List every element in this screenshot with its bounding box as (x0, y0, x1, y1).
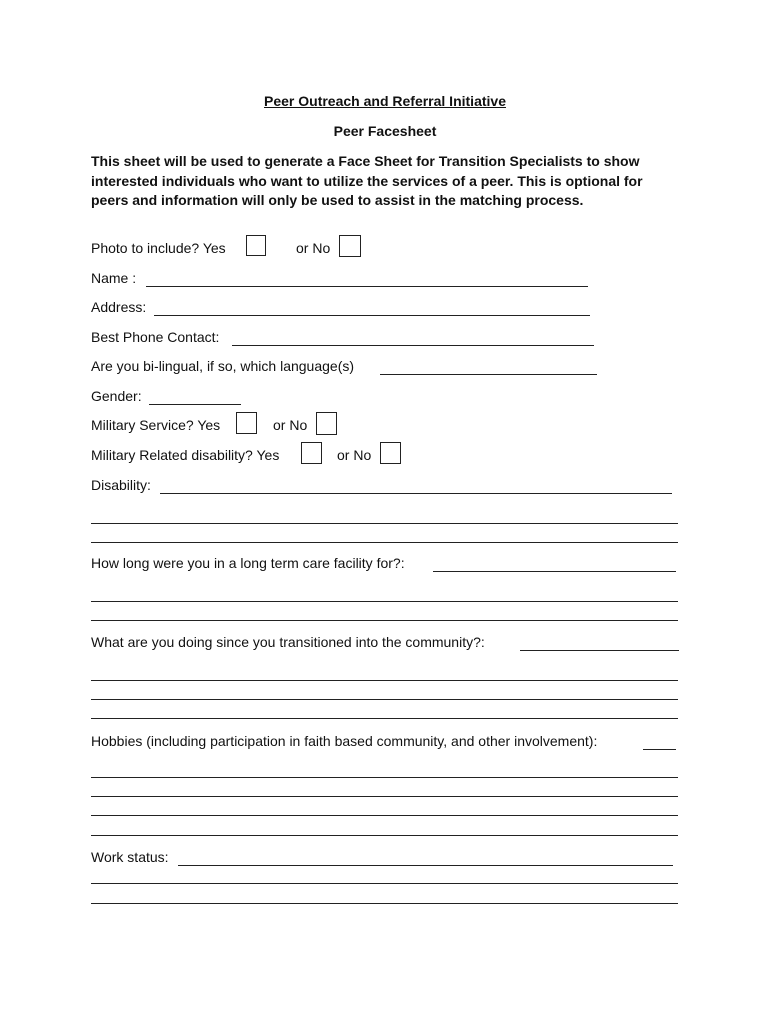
hobbies-field[interactable] (643, 749, 676, 750)
work-status-line-2[interactable] (91, 883, 678, 884)
military-disability-no-label: or No (337, 447, 372, 463)
disability-label: Disability: (91, 477, 151, 493)
military-label: Military Service? Yes (91, 417, 221, 433)
transition-line-2[interactable] (91, 680, 678, 681)
military-yes-checkbox[interactable] (236, 412, 257, 434)
photo-no-label: or No (296, 240, 331, 256)
form-subtitle: Peer Facesheet (333, 123, 437, 139)
hobbies-line-2[interactable] (91, 777, 678, 778)
disability-line-3[interactable] (91, 542, 678, 543)
photo-yes-checkbox[interactable] (246, 235, 266, 256)
military-disability-yes-checkbox[interactable] (301, 442, 322, 464)
name-label: Name : (91, 270, 137, 286)
work-status-label: Work status: (91, 849, 169, 865)
gender-field[interactable] (149, 404, 241, 405)
military-disability-label: Military Related disability? Yes (91, 447, 280, 463)
name-field[interactable] (146, 286, 588, 287)
transition-line-3[interactable] (91, 699, 678, 700)
hobbies-line-3[interactable] (91, 796, 678, 797)
military-no-label: or No (273, 417, 308, 433)
ltc-line-2[interactable] (91, 601, 678, 602)
phone-label: Best Phone Contact: (91, 329, 220, 345)
photo-label: Photo to include? Yes (91, 240, 226, 256)
disability-line-2[interactable] (91, 523, 678, 524)
transition-line-4[interactable] (91, 718, 678, 719)
hobbies-label: Hobbies (including participation in faith based community, and other involvement): (91, 733, 598, 749)
ltc-line-3[interactable] (91, 620, 678, 621)
work-status-field[interactable] (178, 865, 673, 866)
phone-field[interactable] (232, 345, 594, 346)
intro-paragraph: This sheet will be used to generate a Face Sheet for Transition Specialists to show interested individuals who want to utilize the services of a peer. This is optional for peers and information will only be used to assist in the matching process. (91, 153, 643, 209)
military-no-checkbox[interactable] (316, 412, 337, 435)
bilingual-field[interactable] (380, 374, 597, 375)
transition-field[interactable] (520, 650, 679, 651)
ltc-field[interactable] (433, 571, 676, 572)
transition-label: What are you doing since you transitioned into the community?: (91, 634, 485, 650)
hobbies-line-4[interactable] (91, 815, 678, 816)
address-label: Address: (91, 299, 147, 315)
hobbies-line-5[interactable] (91, 835, 678, 836)
work-status-line-3[interactable] (91, 903, 678, 904)
gender-label: Gender: (91, 388, 142, 404)
military-disability-no-checkbox[interactable] (380, 442, 401, 464)
photo-no-checkbox[interactable] (339, 235, 361, 257)
address-field[interactable] (154, 315, 590, 316)
bilingual-label: Are you bi-lingual, if so, which language(s) (91, 358, 355, 374)
ltc-label: How long were you in a long term care facility for?: (91, 555, 405, 571)
disability-field[interactable] (160, 493, 672, 494)
form-title: Peer Outreach and Referral Initiative (264, 93, 506, 109)
